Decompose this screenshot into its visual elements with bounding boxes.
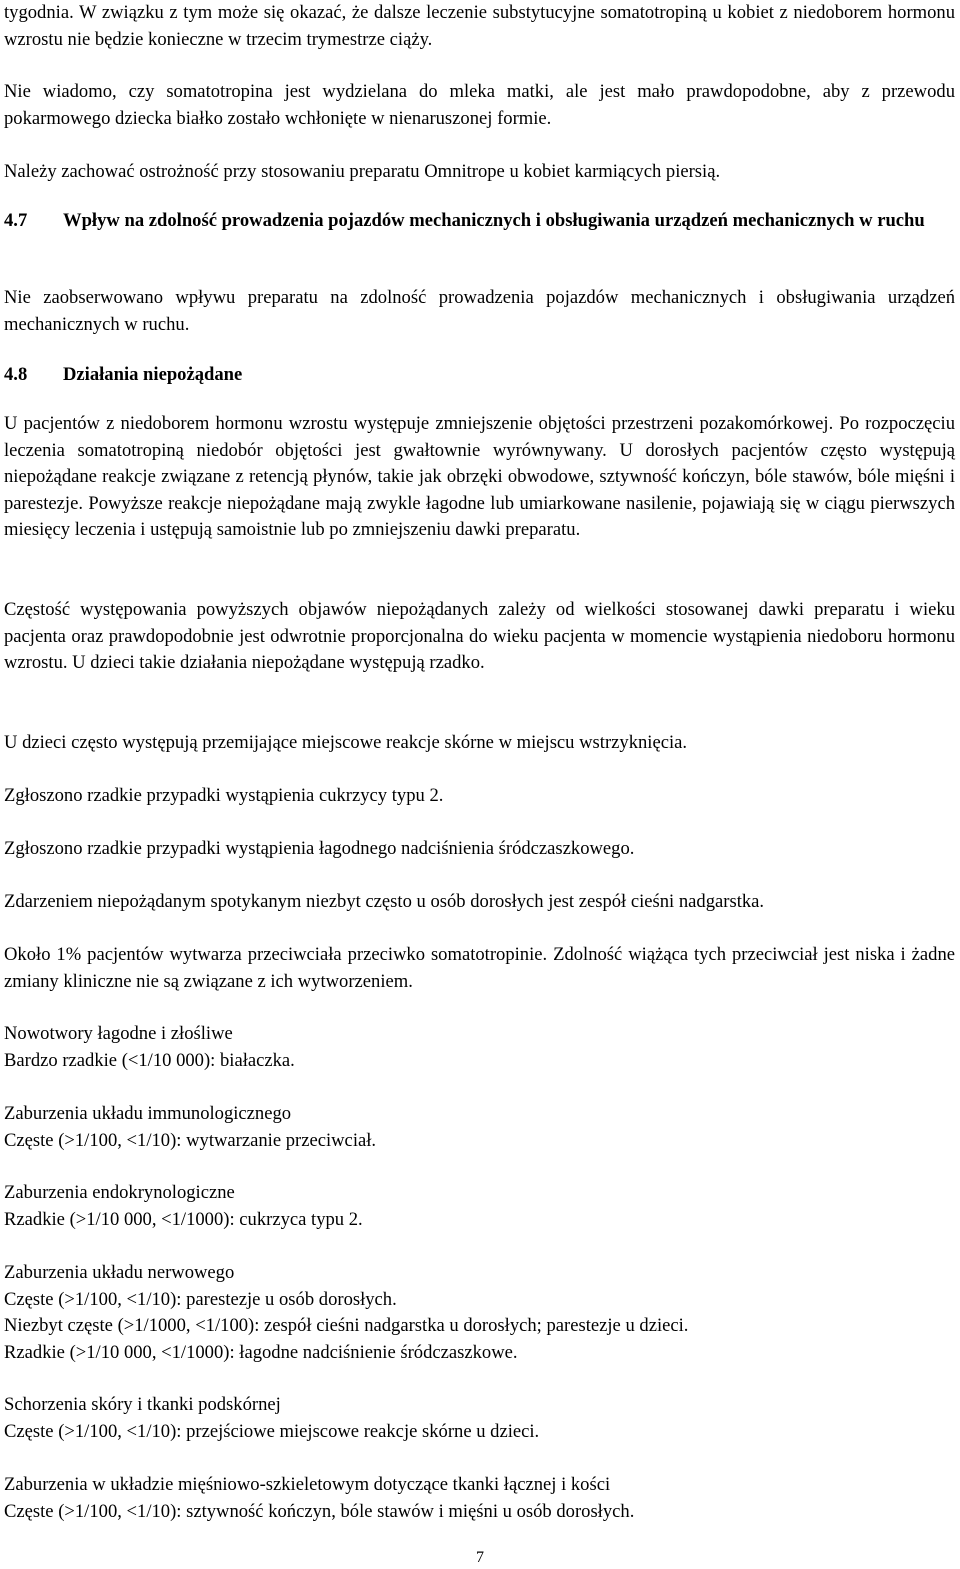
group-line: Częste (>1/100, <1/10): przejściowe miejscowe reakcje skórne u dzieci.	[4, 1420, 540, 1442]
group-header: Schorzenia skóry i tkanki podskórnej	[4, 1394, 281, 1415]
section-number: 4.8	[4, 364, 28, 385]
paragraph-driving-effects: Nie zaobserwowano wpływu preparatu na zdolność prowadzenia pojazdów mechanicznych i obsługiwania urządzeń mechanicznych w ruchu.	[4, 287, 955, 335]
group-header: Nowotwory łagodne i złośliwe	[4, 1023, 233, 1044]
page-number: 7	[476, 1549, 484, 1566]
section-heading-4-7	[4, 208, 955, 235]
group-line: Częste (>1/100, <1/10): parestezje u osób dorosłych.	[4, 1288, 397, 1310]
group-line: Częste (>1/100, <1/10): sztywność kończyn, bóle stawów i mięśni u osób dorosłych.	[4, 1500, 635, 1522]
paragraph-fluid-retention: U pacjentów z niedoborem hormonu wzrostu występuje zmniejszenie objętości przestrzeni pozakomórkowej. Po rozpoczęciu leczenia somatotropiną niedobór objętości jest gwałtownie wyrównywany. U dorosłych pacjentów często występują niepożądane reakcje związane z retencją płynów, takie jak obrzęki obwodowe, sztywność kończyn, bóle stawów, bóle mięśni i parestezje. Powyższe reakcje niepożądane mają zwykle łagodne lub umiarkowane nasilenie, pojawiają się w ciągu pierwszych miesięcy leczenia i ustępują samoistnie lub po zmniejszeniu dawki preparatu.	[4, 413, 955, 540]
paragraph-children-skin-reactions: U dzieci często występują przemijające miejscowe reakcje skórne w miejscu wstrzyknięcia.	[4, 732, 688, 753]
section-heading-4-8	[4, 362, 955, 389]
paragraph-intracranial-hypertension: Zgłoszono rzadkie przypadki wystąpienia łagodnego nadciśnienia śródczaszkowego.	[4, 838, 635, 859]
adverse-group-nervous	[4, 1260, 955, 1366]
group-line: Rzadkie (>1/10 000, <1/1000): cukrzyca typu 2.	[4, 1208, 363, 1230]
paragraph-carpal-tunnel: Zdarzeniem niepożądanym spotykanym niezbyt często u osób dorosłych jest zespół cieśni nadgarstka.	[4, 891, 765, 912]
group-line: Rzadkie (>1/10 000, <1/1000): łagodne nadciśnienie śródczaszkowe.	[4, 1341, 518, 1363]
section-number: 4.7	[4, 210, 28, 231]
paragraph-breast-milk: Nie wiadomo, czy somatotropina jest wydzielana do mleka matki, ale jest mało prawdopodobne, aby z przewodu pokarmowego dziecka białko zostało wchłonięte w nienaruszonej formie.	[4, 81, 955, 129]
group-header: Zaburzenia endokrynologiczne	[4, 1182, 235, 1203]
adverse-group-neoplasms	[4, 1021, 955, 1074]
paragraph-breastfeeding-caution: Należy zachować ostrożność przy stosowaniu preparatu Omnitrope u kobiet karmiących piersią.	[4, 161, 721, 182]
adverse-group-skin	[4, 1392, 955, 1445]
section-title: Wpływ na zdolność prowadzenia pojazdów mechanicznych i obsługiwania urządzeń mechanicznych w ruchu	[63, 210, 925, 231]
group-line: Częste (>1/100, <1/10): wytwarzanie przeciwciał.	[4, 1129, 377, 1151]
adverse-group-endocrine	[4, 1180, 955, 1233]
group-header: Zaburzenia układu nerwowego	[4, 1262, 235, 1283]
paragraph-frequency: Częstość występowania powyższych objawów niepożądanych zależy od wielkości stosowanej dawki preparatu i wieku pacjenta oraz prawdopodobnie jest odwrotnie proporcjonalna do wieku pacjenta w momencie wystąpienia niedoboru hormonu wzrostu. U dzieci takie działania niepożądane występują rzadko.	[4, 599, 955, 673]
paragraph-antibodies: Około 1% pacjentów wytwarza przeciwciała przeciwko somatotropinie. Zdolność wiążąca tych przeciwciał jest niska i żadne zmiany kliniczne nie są związane z ich wytworzeniem.	[4, 944, 955, 992]
group-header: Zaburzenia układu immunologicznego	[4, 1103, 292, 1124]
section-title: Działania niepożądane	[63, 364, 243, 385]
adverse-group-musculoskeletal	[4, 1472, 955, 1525]
group-header: Zaburzenia w układzie mięśniowo-szkieletowym dotyczące tkanki łącznej i kości	[4, 1474, 611, 1495]
paragraph-diabetes: Zgłoszono rzadkie przypadki wystąpienia cukrzycy typu 2.	[4, 785, 444, 806]
group-line: Niezbyt częste (>1/1000, <1/100): zespół cieśni nadgarstka u dorosłych; parestezje u dzieci.	[4, 1315, 689, 1336]
group-line: Bardzo rzadkie (<1/10 000): białaczka.	[4, 1049, 295, 1071]
paragraph-pregnancy-continuation: tygodnia. W związku z tym może się okazać, że dalsze leczenie substytucyjne somatotropiną u kobiet z niedoborem hormonu wzrostu nie będzie konieczne w trzecim trymestrze ciąży.	[4, 2, 955, 50]
adverse-group-immune	[4, 1101, 955, 1154]
